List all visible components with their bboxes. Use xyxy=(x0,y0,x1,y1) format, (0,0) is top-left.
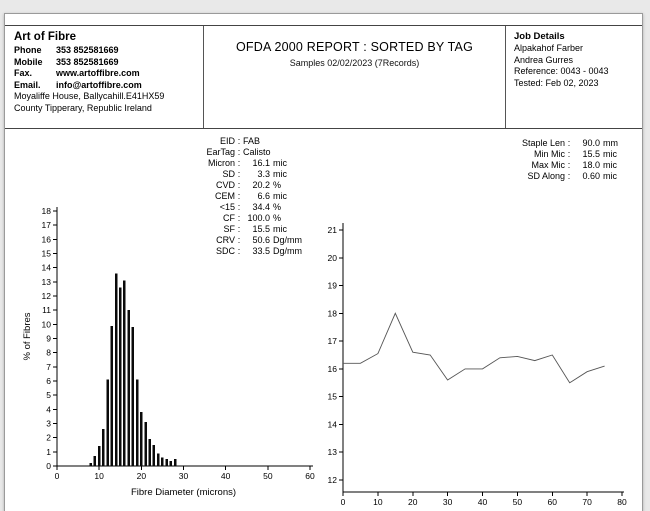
company-line xyxy=(14,45,199,57)
stat-label: EarTag xyxy=(206,147,235,157)
job-detail-line: Reference: 0043 - 0043 xyxy=(514,66,609,76)
y-tick-label: 15 xyxy=(41,248,51,259)
stat-colon: : xyxy=(237,136,241,146)
x-tick-label: 30 xyxy=(178,471,189,481)
histogram-bar xyxy=(123,280,126,466)
job-details xyxy=(505,26,642,128)
histogram-bar xyxy=(119,288,122,467)
stat-value: Calisto xyxy=(243,147,271,157)
stat-value: 34.4 xyxy=(252,202,270,212)
histogram-bar xyxy=(140,412,143,466)
stat-colon: : xyxy=(237,202,241,212)
x-tick-label: 0 xyxy=(340,497,346,507)
y-tick-label: 10 xyxy=(41,319,51,330)
x-tick-label: 50 xyxy=(512,497,523,507)
histogram-bar xyxy=(161,458,164,467)
histogram-bar xyxy=(153,445,156,466)
y-tick-label: 4 xyxy=(46,404,51,415)
company-line-value: info@artoffibre.com xyxy=(56,79,142,90)
stat-unit: mic xyxy=(273,191,287,201)
histogram-bar xyxy=(111,326,114,466)
x-tick-label: 10 xyxy=(94,471,104,481)
y-tick-label: 19 xyxy=(327,280,337,291)
stat-value: 50.6 xyxy=(252,235,270,245)
stat-unit: % xyxy=(273,213,282,223)
histogram-bar xyxy=(98,446,101,466)
job-detail-line: Alpakahof Farber xyxy=(514,43,584,53)
histogram-bar xyxy=(132,327,135,466)
stat-colon: : xyxy=(237,158,241,168)
x-tick-label: 60 xyxy=(305,471,315,481)
stat-unit: mic xyxy=(273,224,287,234)
stat-label: SDC xyxy=(215,246,235,256)
company-line-label: Fax. xyxy=(14,68,33,78)
stat-colon: : xyxy=(237,180,241,190)
stat-value: 3.3 xyxy=(257,169,270,179)
y-tick-label: 16 xyxy=(327,363,337,374)
stat-value: 100.0 xyxy=(247,213,270,223)
company-info xyxy=(5,26,204,128)
y-tick-label: 11 xyxy=(42,305,51,316)
y-tick-label: 7 xyxy=(46,361,51,372)
company-line-value: 353 852581669 xyxy=(56,45,119,55)
stat-row xyxy=(155,169,302,180)
stat-label: SD xyxy=(222,169,235,179)
histogram-bar xyxy=(115,273,118,466)
stat-unit: mic xyxy=(603,149,617,159)
report-page xyxy=(4,13,643,511)
histogram-bar xyxy=(89,463,92,466)
stat-row xyxy=(480,171,618,182)
y-tick-label: 12 xyxy=(327,475,337,485)
stat-value: 90.0 xyxy=(582,138,600,148)
stat-label: Micron xyxy=(207,158,235,168)
y-tick-label: 16 xyxy=(41,234,51,245)
company-line-label: Email. xyxy=(14,79,41,90)
y-tick-label: 12 xyxy=(41,291,51,301)
y-tick-label: 14 xyxy=(41,262,51,273)
y-tick-label: 1 xyxy=(46,446,51,457)
company-line-label: Phone xyxy=(14,45,42,55)
histogram-bar xyxy=(127,310,130,466)
company-line xyxy=(14,57,199,69)
stat-colon: : xyxy=(567,171,571,181)
stat-colon: : xyxy=(567,160,571,170)
x-tick-label: 50 xyxy=(263,471,273,481)
stat-label: <15 xyxy=(219,202,235,212)
stat-value: FAB xyxy=(243,136,261,146)
y-tick-label: 20 xyxy=(327,252,337,263)
stat-label: EID xyxy=(219,136,235,146)
y-tick-label: 3 xyxy=(46,418,51,429)
stat-colon: : xyxy=(237,213,241,223)
histogram-bar xyxy=(102,429,105,466)
stat-row xyxy=(480,138,618,149)
x-tick-label: 40 xyxy=(477,497,488,507)
company-line-value: 353 852581669 xyxy=(56,56,119,67)
report-title: OFDA 2000 REPORT : SORTED BY TAG xyxy=(235,40,474,54)
stat-row xyxy=(480,149,618,160)
y-tick-label: 2 xyxy=(46,432,51,443)
x-tick-label: 70 xyxy=(582,497,592,507)
stat-unit: mic xyxy=(273,169,287,179)
x-tick-label: 10 xyxy=(373,497,383,507)
stat-value: 15.5 xyxy=(582,149,600,159)
stat-unit: mm xyxy=(603,138,618,148)
y-tick-label: 0 xyxy=(46,461,51,471)
y-tick-label: 17 xyxy=(327,336,337,347)
job-lines xyxy=(514,43,638,89)
stat-unit: mic xyxy=(603,171,617,181)
stat-value: 18.0 xyxy=(582,160,600,170)
staple-stats xyxy=(480,138,618,182)
company-line xyxy=(14,103,199,115)
y-tick-label: 8 xyxy=(46,347,51,358)
y-axis-label: % of Fibres xyxy=(22,312,33,361)
y-tick-label: 18 xyxy=(327,308,337,319)
stat-unit: mic xyxy=(273,158,287,168)
stat-colon: : xyxy=(237,191,241,201)
stat-value: 16.1 xyxy=(252,158,270,168)
stat-label: Max Mic xyxy=(531,160,565,170)
stat-colon: : xyxy=(237,169,241,179)
stat-label: Staple Len xyxy=(521,138,565,148)
job-details-heading: Job Details xyxy=(514,31,565,42)
report-title-block xyxy=(204,26,505,128)
stat-colon: : xyxy=(237,246,241,256)
x-tick-label: 0 xyxy=(54,471,60,481)
company-line-value: Moyaliffe House, Ballycahill.E41HX59 xyxy=(14,91,165,101)
histogram-chart xyxy=(20,204,330,509)
x-tick-label: 20 xyxy=(136,471,147,481)
y-tick-label: 6 xyxy=(46,376,51,386)
histogram-bar xyxy=(106,380,109,466)
y-tick-label: 14 xyxy=(327,419,337,430)
stat-colon: : xyxy=(567,138,571,148)
y-tick-label: 18 xyxy=(41,206,51,216)
company-line-value: www.artoffibre.com xyxy=(56,68,140,78)
histogram-bar xyxy=(157,453,160,466)
company-line xyxy=(14,80,199,92)
micron-profile-line xyxy=(343,313,605,383)
stat-label: CEM xyxy=(215,191,235,201)
stat-value: 15.5 xyxy=(252,224,270,234)
y-tick-label: 9 xyxy=(46,333,51,344)
company-line-label: Mobile xyxy=(14,56,43,67)
histogram-bar xyxy=(170,461,173,466)
micron-profile-chart xyxy=(327,220,642,511)
company-lines xyxy=(14,45,199,114)
stat-unit: % xyxy=(273,202,282,212)
histogram-bar xyxy=(144,422,147,466)
stat-label: SF xyxy=(223,224,235,234)
company-name: Art of Fibre xyxy=(14,31,76,43)
stat-label: CF xyxy=(223,213,235,223)
stat-row xyxy=(155,158,302,169)
stat-row xyxy=(155,147,302,158)
job-detail-line: Andrea Gurres xyxy=(514,54,574,65)
stat-unit: Dg/mm xyxy=(273,246,302,256)
y-tick-label: 17 xyxy=(41,220,51,231)
stat-unit: % xyxy=(273,180,282,190)
report-subtitle: Samples 02/02/2023 (7Records) xyxy=(289,58,420,68)
x-tick-label: 30 xyxy=(442,497,453,507)
y-tick-label: 5 xyxy=(46,390,51,401)
stat-value: 20.2 xyxy=(252,180,270,190)
y-tick-label: 15 xyxy=(327,391,337,402)
histogram-bar xyxy=(174,459,177,466)
stat-value: 0.60 xyxy=(582,171,600,181)
stat-row xyxy=(480,160,618,171)
x-tick-label: 40 xyxy=(220,471,231,481)
stat-colon: : xyxy=(567,149,571,159)
stat-row xyxy=(155,180,302,191)
histogram-bar xyxy=(149,439,152,466)
y-tick-label: 21 xyxy=(327,225,337,235)
stat-value: 6.6 xyxy=(257,191,270,201)
x-tick-label: 20 xyxy=(408,497,418,507)
stat-label: SD Along xyxy=(527,171,565,181)
job-detail-line: Tested: Feb 02, 2023 xyxy=(514,77,599,88)
y-tick-label: 13 xyxy=(41,276,51,287)
stat-row xyxy=(155,136,302,147)
x-tick-label: 80 xyxy=(617,497,627,507)
stat-label: Min Mic xyxy=(534,149,565,159)
company-line-value: County Tipperary, Republic Ireland xyxy=(14,102,152,113)
x-axis-label: Fibre Diameter (microns) xyxy=(130,487,237,498)
stat-label: CVD xyxy=(215,180,235,190)
y-tick-label: 13 xyxy=(327,447,337,458)
histogram-bar xyxy=(136,380,139,466)
stat-row xyxy=(155,191,302,202)
stat-unit: mic xyxy=(603,160,617,170)
stat-colon: : xyxy=(237,235,241,245)
histogram-bar xyxy=(94,456,97,466)
stat-label: CRV xyxy=(216,235,235,245)
stat-unit: Dg/mm xyxy=(273,235,302,245)
stat-value: 33.5 xyxy=(252,246,270,256)
report-header xyxy=(5,25,642,129)
histogram-bar xyxy=(165,459,168,466)
company-line xyxy=(14,91,199,103)
stat-colon: : xyxy=(237,147,241,157)
x-tick-label: 60 xyxy=(547,497,557,507)
company-line xyxy=(14,68,199,80)
stat-colon: : xyxy=(237,224,241,234)
